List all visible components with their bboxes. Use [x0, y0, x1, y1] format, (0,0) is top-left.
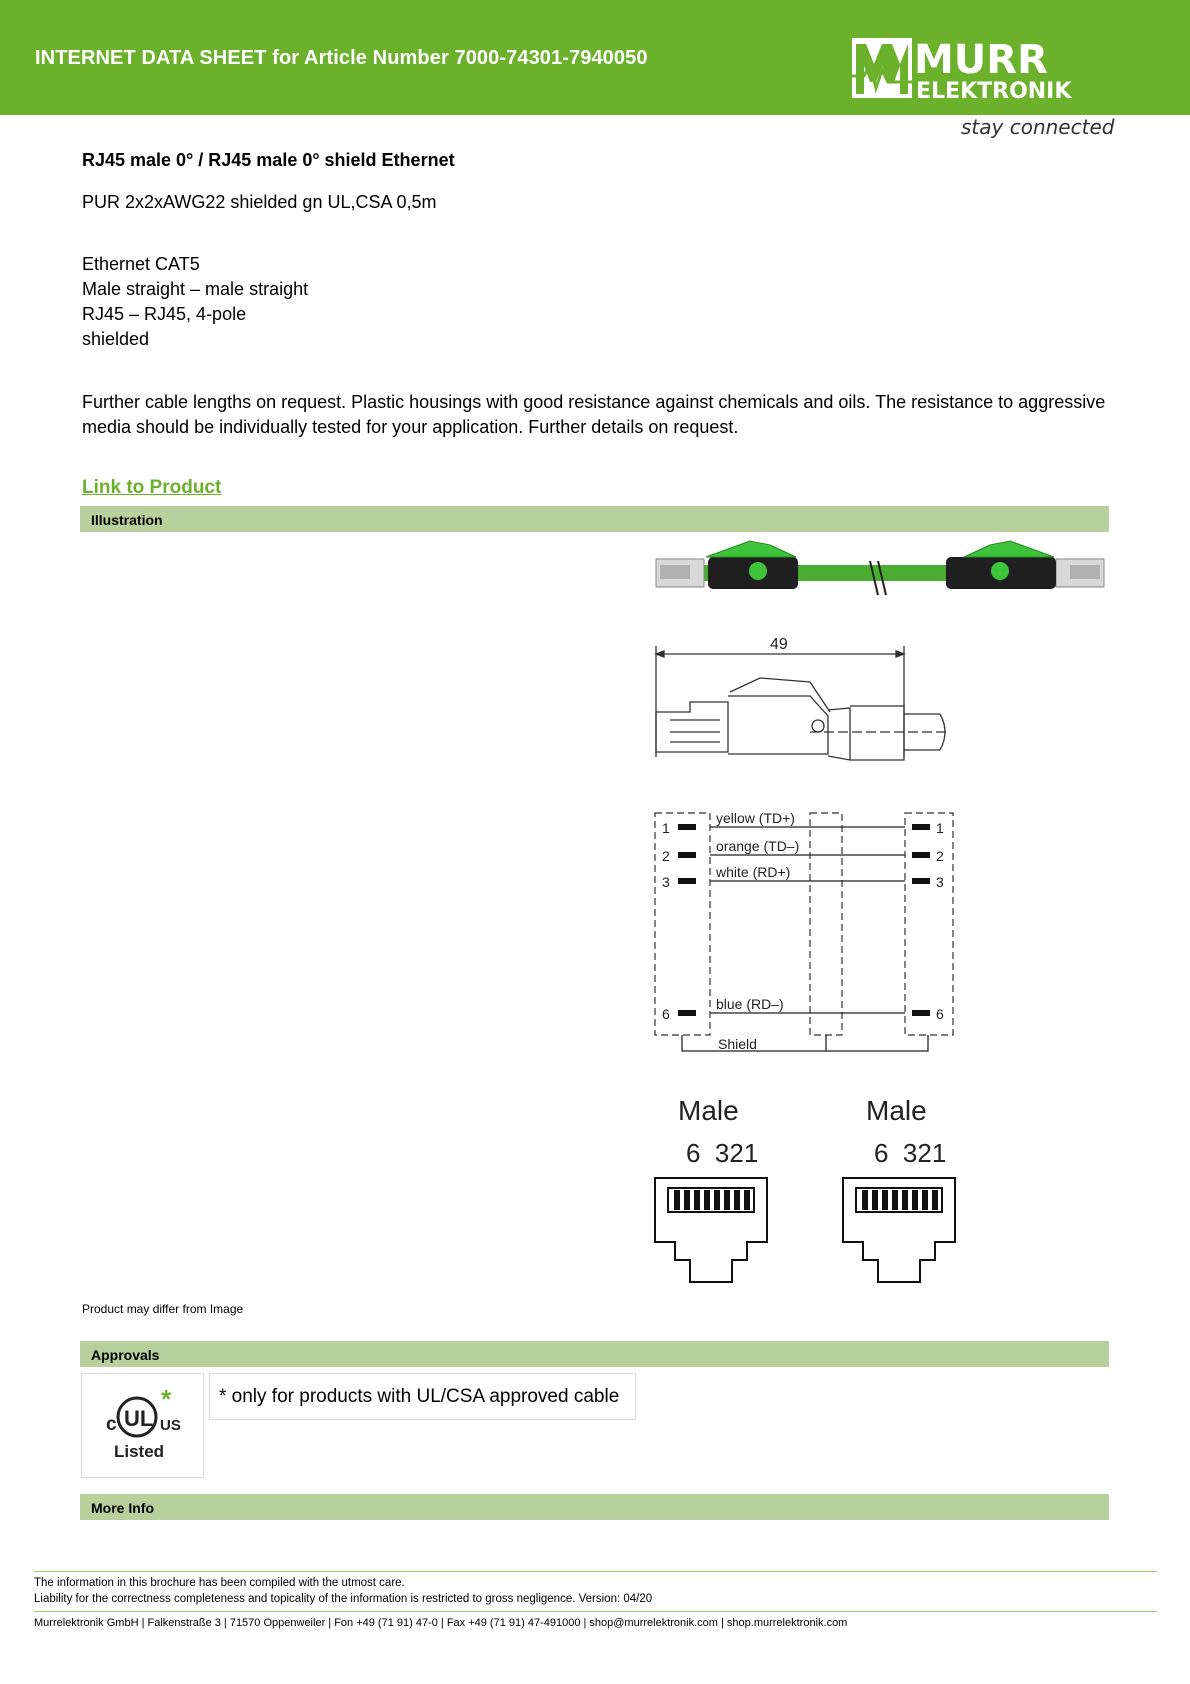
feature-line: RJ45 – RJ45, 4-pole [82, 304, 247, 324]
logo-murr: MURR [914, 37, 1048, 83]
pin-number: 6 [936, 1006, 944, 1022]
pin-number: 6 [662, 1006, 670, 1022]
shield-label: Shield [718, 1036, 757, 1052]
section-title: Approvals [91, 1347, 160, 1363]
footer-note: The information in this brochure has been compiled with the utmost care. [34, 1577, 405, 1589]
product-description: Further cable lengths on request. Plastic housings with good resistance against chemicals and oils. The resistance to aggressive media should be individually tested for your application. Further details on request. [82, 392, 1106, 437]
pin-number: 3 [662, 874, 670, 890]
logo-tagline: stay connected [961, 115, 1115, 139]
ul-mark-left: c [106, 1414, 117, 1435]
ul-mark-right: US [160, 1417, 181, 1434]
cable-photo [650, 535, 1110, 605]
dimension-label: 49 [770, 636, 788, 653]
pin-number: 1 [936, 820, 944, 836]
dimension-drawing [650, 632, 960, 767]
wire-label: white (RD+) [716, 864, 791, 880]
section-title: Illustration [91, 512, 163, 528]
pin-number: 2 [662, 848, 670, 864]
pinout-title: Male [866, 1095, 927, 1126]
section-bar-illustration [80, 506, 1109, 532]
footer-divider [34, 1611, 1157, 1612]
section-title: More Info [91, 1500, 154, 1516]
image-disclaimer: Product may differ from Image [82, 1302, 244, 1316]
pinout-title: Male [678, 1095, 739, 1126]
page-title: INTERNET DATA SHEET for Article Number 7000-74301-7940050 [35, 47, 648, 69]
section-bar-more-info [80, 1494, 1109, 1520]
wiring-diagram [650, 805, 960, 1055]
wire-label: orange (TD–) [716, 838, 800, 854]
section-bar-approvals [80, 1341, 1109, 1367]
pin-number: 2 [936, 848, 944, 864]
murr-logo [850, 36, 1115, 146]
footer-divider [34, 1571, 1157, 1572]
product-link[interactable]: Link to Product [82, 477, 222, 498]
feature-line: Ethernet CAT5 [82, 254, 200, 274]
ul-mark-center: UL [124, 1406, 154, 1431]
pin-number: 3 [936, 874, 944, 890]
ul-listed-icon [82, 1374, 203, 1477]
pinout-pins: 6 321 [686, 1138, 759, 1168]
wire-label: yellow (TD+) [716, 810, 795, 826]
footer-liability: Liability for the correctness completeness and topicality of the information is restricted to gross negligence. Version: 04/20 [34, 1593, 653, 1605]
product-title: RJ45 male 0° / RJ45 male 0° shield Ethernet [82, 150, 455, 170]
pinout-diagrams [650, 1090, 970, 1290]
feature-line: shielded [82, 329, 150, 349]
pin-number: 1 [662, 820, 670, 836]
ul-mark-asterisk: * [161, 1384, 172, 1414]
product-subtitle: PUR 2x2xAWG22 shielded gn UL,CSA 0,5m [82, 192, 437, 212]
footer-contact: Murrelektronik GmbH | Falkenstraße 3 | 71570 Oppenweiler | Fon +49 (71 91) 47-0 | Fax +49 (71 91) 47-491000 | shop@murrelektronik.com | shop.murrelektronik.com [34, 1617, 848, 1629]
ul-mark-caption: Listed [114, 1442, 165, 1461]
wire-label: blue (RD–) [716, 996, 784, 1012]
logo-elektronik: ELEKTRONIK [916, 79, 1072, 104]
pinout-pins: 6 321 [874, 1138, 947, 1168]
ul-listed-badge [81, 1373, 204, 1478]
feature-line: Male straight – male straight [82, 279, 309, 299]
ul-note: * only for products with UL/CSA approved cable [219, 1386, 620, 1407]
